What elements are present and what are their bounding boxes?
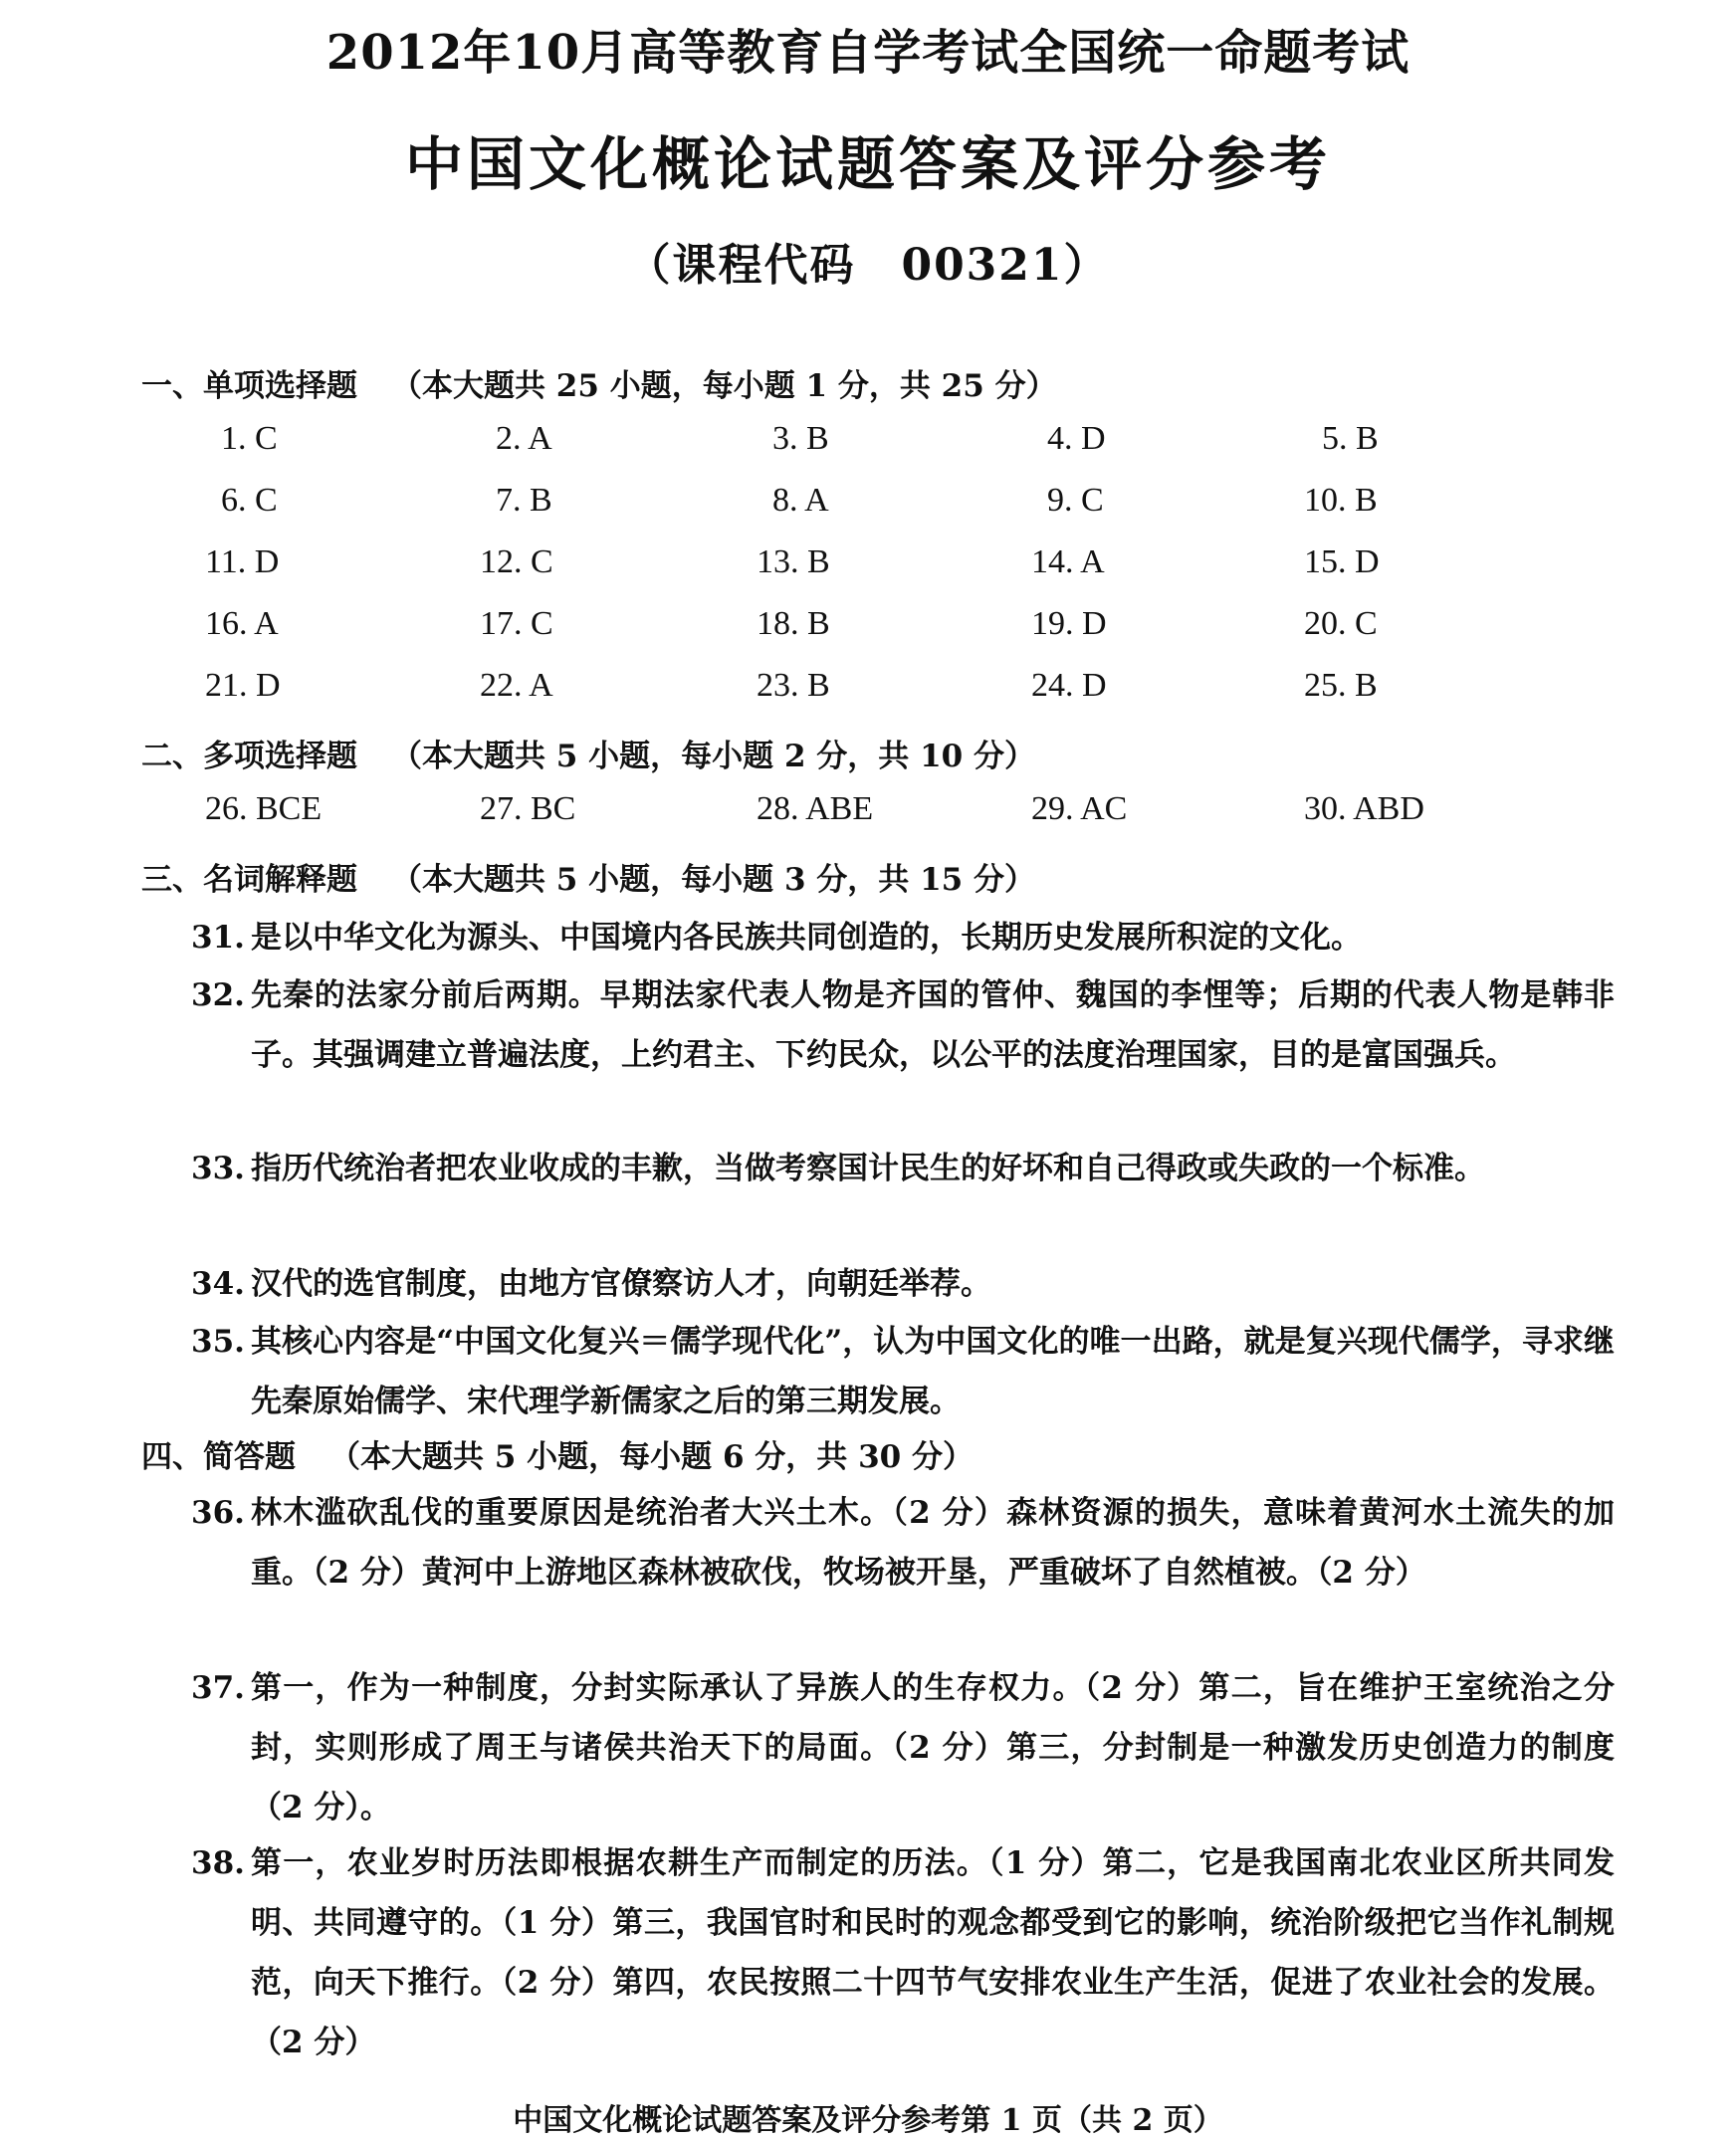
answer-14: 14. A bbox=[1031, 543, 1105, 580]
answer-2: 2. A bbox=[496, 420, 552, 457]
item-text: 是以中华文化为源头、中国境内各民族共同创造的，长期历史发展所积淀的文化。 bbox=[251, 920, 1362, 956]
answer-21: 21. D bbox=[205, 667, 281, 704]
item-text: 先秦的法家分前后两期。早期法家代表人物是齐国的管仲、魏国的李悝等；后期的代表人物是韩非子。其强调建立普遍法度，上约君主、下约民众，以公平的法度治理国家，目的是富国强兵。 bbox=[251, 977, 1615, 1073]
section-2-title: 二、多项选择题 bbox=[141, 739, 357, 774]
section-3-note: （本大题共 5 小题，每小题 3 分，共 15 分） bbox=[391, 862, 1036, 898]
answer-1: 1. C bbox=[221, 420, 278, 457]
short-answer-item-37 bbox=[191, 1658, 1615, 1837]
answer-24: 24. D bbox=[1031, 667, 1107, 704]
answer-12: 12. C bbox=[480, 543, 553, 580]
section-4-note: （本大题共 5 小题，每小题 6 分，共 30 分） bbox=[329, 1439, 975, 1475]
answer-23: 23. B bbox=[757, 667, 830, 704]
definition-item-34 bbox=[191, 1254, 1615, 1314]
item-text: 林木滥砍乱伐的重要原因是统治者大兴土木。（2 分）森林资源的损失，意味着黄河水土流失的加重。（2 分）黄河中上游地区森林被砍伐，牧场被开垦，严重破坏了自然植被。（2 分） bbox=[251, 1495, 1615, 1591]
answer-10: 10. B bbox=[1304, 482, 1378, 519]
item-text: 汉代的选官制度，由地方官僚察访人才，向朝廷举荐。 bbox=[251, 1266, 991, 1302]
answer-15: 15. D bbox=[1304, 543, 1380, 580]
answer-8: 8. A bbox=[772, 482, 829, 519]
item-number: 38. bbox=[191, 1845, 245, 1881]
answer-13: 13. B bbox=[757, 543, 830, 580]
answer-26: 26. BCE bbox=[205, 790, 323, 827]
answer-7: 7. B bbox=[496, 482, 552, 519]
section-1-heading bbox=[141, 360, 1057, 405]
answer-29: 29. AC bbox=[1031, 790, 1128, 827]
short-answer-item-36 bbox=[191, 1483, 1615, 1603]
answer-6: 6. C bbox=[221, 482, 278, 519]
page-footer: 中国文化概论试题答案及评分参考第 1 页（共 2 页） bbox=[513, 2103, 1223, 2138]
short-answer-item-38 bbox=[191, 1833, 1615, 2072]
item-text: 第一，农业岁时历法即根据农耕生产而制定的历法。（1 分）第二，它是我国南北农业区所共同发明、共同遵守的。（1 分）第三，我国官时和民时的观念都受到它的影响，统治阶级把它当作礼制规范，向天下推行。（2 分）第四，农民按照二十四节气安排农业生产生活，促进了农业社会的发展。（2 分） bbox=[251, 1845, 1615, 2060]
answer-27: 27. BC bbox=[480, 790, 576, 827]
answer-30: 30. ABD bbox=[1304, 790, 1424, 827]
item-number: 31. bbox=[191, 920, 245, 956]
section-3-title: 三、名词解释题 bbox=[141, 862, 357, 898]
answer-28: 28. ABE bbox=[757, 790, 874, 827]
item-number: 37. bbox=[191, 1670, 245, 1706]
answer-25: 25. B bbox=[1304, 667, 1378, 704]
exam-title: 2012年10月高等教育自学考试全国统一命题考试 bbox=[326, 25, 1410, 81]
answer-19: 19. D bbox=[1031, 605, 1107, 642]
item-number: 35. bbox=[191, 1324, 245, 1360]
course-code: （课程代码 00321） bbox=[626, 240, 1110, 291]
section-2-note: （本大题共 5 小题，每小题 2 分，共 10 分） bbox=[391, 739, 1036, 774]
answer-18: 18. B bbox=[757, 605, 830, 642]
answer-3: 3. B bbox=[772, 420, 829, 457]
item-number: 34. bbox=[191, 1266, 245, 1302]
item-number: 33. bbox=[191, 1151, 245, 1186]
item-text: 其核心内容是“中国文化复兴＝儒学现代化”，认为中国文化的唯一出路，就是复兴现代儒学，寻求继先秦原始儒学、宋代理学新儒家之后的第三期发展。 bbox=[251, 1324, 1615, 1419]
answer-22: 22. A bbox=[480, 667, 553, 704]
definition-item-33 bbox=[191, 1139, 1615, 1198]
item-text: 指历代统治者把农业收成的丰歉，当做考察国计民生的好坏和自己得政或失政的一个标准。 bbox=[251, 1151, 1485, 1186]
item-text: 第一，作为一种制度，分封实际承认了异族人的生存权力。（2 分）第二，旨在维护王室统治之分封，实则形成了周王与诸侯共治天下的局面。（2 分）第三，分封制是一种激发历史创造力的制度（2 分）。 bbox=[251, 1670, 1615, 1825]
section-1-title: 一、单项选择题 bbox=[141, 368, 357, 404]
item-number: 36. bbox=[191, 1495, 245, 1531]
section-2-heading bbox=[141, 731, 1035, 775]
answer-11: 11. D bbox=[205, 543, 280, 580]
answer-9: 9. C bbox=[1047, 482, 1104, 519]
answer-17: 17. C bbox=[480, 605, 553, 642]
document-title: 中国文化概论试题答案及评分参考 bbox=[404, 130, 1331, 198]
answer-4: 4. D bbox=[1047, 420, 1106, 457]
item-number: 32. bbox=[191, 977, 245, 1013]
answer-20: 20. C bbox=[1304, 605, 1378, 642]
section-4-heading bbox=[141, 1431, 974, 1476]
section-3-heading bbox=[141, 854, 1035, 899]
section-4-title: 四、简答题 bbox=[141, 1439, 296, 1475]
answer-16: 16. A bbox=[205, 605, 279, 642]
section-1-note: （本大题共 25 小题，每小题 1 分，共 25 分） bbox=[391, 368, 1057, 404]
answer-5: 5. B bbox=[1322, 420, 1379, 457]
definition-item-35 bbox=[191, 1312, 1615, 1431]
definition-item-31 bbox=[191, 908, 1615, 967]
definition-item-32 bbox=[191, 965, 1615, 1085]
